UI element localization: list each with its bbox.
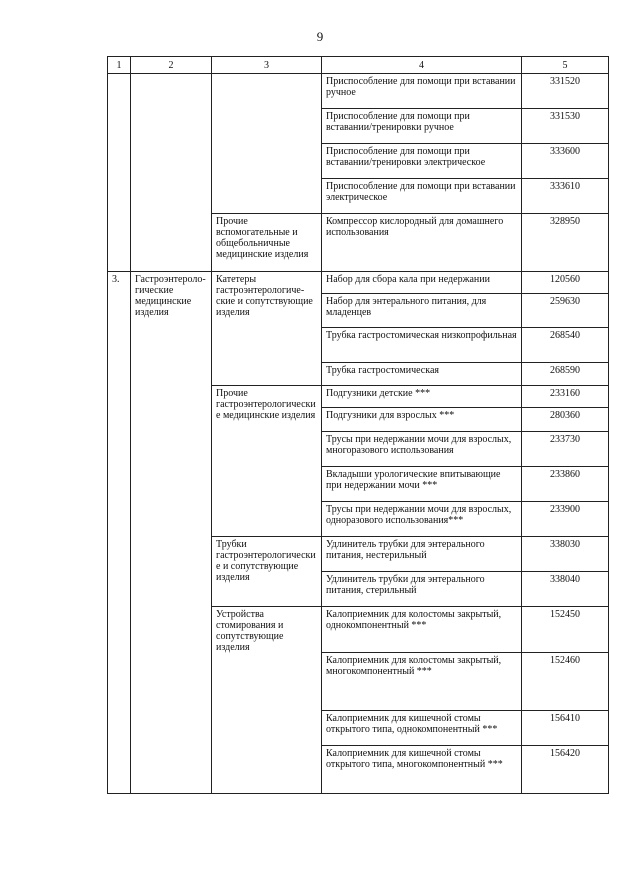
device-name: Калоприемник для колостомы закрытый, однокомпонентный *** (322, 607, 522, 653)
device-name: Приспособление для помощи при вставании/тренировки ручное (322, 109, 522, 144)
subgroup-title: Прочие гастроэнтерологически е медицинские изделия (212, 386, 322, 537)
device-code: 152450 (522, 607, 609, 653)
header-row (108, 57, 609, 74)
device-code: 156420 (522, 746, 609, 794)
device-code: 333600 (522, 144, 609, 179)
device-code: 338030 (522, 537, 609, 572)
subgroup-title: Устройства стомирования и сопутствующие изделия (212, 607, 322, 794)
device-name: Трусы при недержании мочи для взрослых, одноразового использования*** (322, 502, 522, 537)
column-header: 4 (322, 57, 522, 74)
device-code: 333610 (522, 179, 609, 214)
device-name: Набор для сбора кала при недержании (322, 272, 522, 294)
device-code: 338040 (522, 572, 609, 607)
column-header: 3 (212, 57, 322, 74)
device-name: Калоприемник для кишечной стомы открытого типа, многокомпонентный *** (322, 746, 522, 794)
page-number: 9 (316, 29, 324, 44)
device-code: 268540 (522, 328, 609, 363)
device-code: 152460 (522, 653, 609, 711)
device-code: 233160 (522, 386, 609, 408)
device-name: Подгузники детские *** (322, 386, 522, 408)
table-row (108, 272, 609, 294)
subgroup-title: Трубки гастроэнтерологически е и сопутствующие изделия (212, 537, 322, 607)
table-row (108, 74, 609, 109)
device-code: 331520 (522, 74, 609, 109)
device-code: 233730 (522, 432, 609, 467)
device-name: Приспособление для помощи при вставании/тренировки электрическое (322, 144, 522, 179)
column-header: 2 (131, 57, 212, 74)
subgroup-title-cell (212, 74, 322, 214)
device-name: Вкладыши урологические впитывающие при недержании мочи *** (322, 467, 522, 502)
device-name: Приспособление для помощи при вставании ручное (322, 74, 522, 109)
group-title-cell (131, 74, 212, 272)
device-name: Трусы при недержании мочи для взрослых, многоразового использования (322, 432, 522, 467)
device-name: Трубка гастростомическая низкопрофильная (322, 328, 522, 363)
column-header: 1 (108, 57, 131, 74)
device-code: 233860 (522, 467, 609, 502)
device-code: 259630 (522, 294, 609, 328)
device-code: 331530 (522, 109, 609, 144)
device-code: 120560 (522, 272, 609, 294)
group-title: Гастроэнтероло-гические медицинские изделия (131, 272, 212, 794)
device-name: Приспособление для помощи при вставании электрическое (322, 179, 522, 214)
device-name: Подгузники для взрослых *** (322, 408, 522, 432)
device-name: Калоприемник для колостомы закрытый, многокомпонентный *** (322, 653, 522, 711)
device-name: Трубка гастростомическая (322, 363, 522, 386)
device-name: Компрессор кислородный для домашнего использования (322, 214, 522, 272)
medical-devices-table (107, 56, 609, 794)
device-name: Набор для энтерального питания, для младенцев (322, 294, 522, 328)
subgroup-title: Катетеры гастроэнтерологиче-ские и сопутствующие изделия (212, 272, 322, 386)
device-name: Удлинитель трубки для энтерального питания, стерильный (322, 572, 522, 607)
subgroup-title: Прочие вспомогательные и общебольничные медицинские изделия (212, 214, 322, 272)
device-code: 280360 (522, 408, 609, 432)
device-code: 156410 (522, 711, 609, 746)
group-number-cell (108, 74, 131, 272)
device-code: 268590 (522, 363, 609, 386)
device-name: Калоприемник для кишечной стомы открытого типа, однокомпонентный *** (322, 711, 522, 746)
device-code: 233900 (522, 502, 609, 537)
device-code: 328950 (522, 214, 609, 272)
device-name: Удлинитель трубки для энтерального питания, нестерильный (322, 537, 522, 572)
group-number: 3. (108, 272, 131, 794)
column-header: 5 (522, 57, 609, 74)
